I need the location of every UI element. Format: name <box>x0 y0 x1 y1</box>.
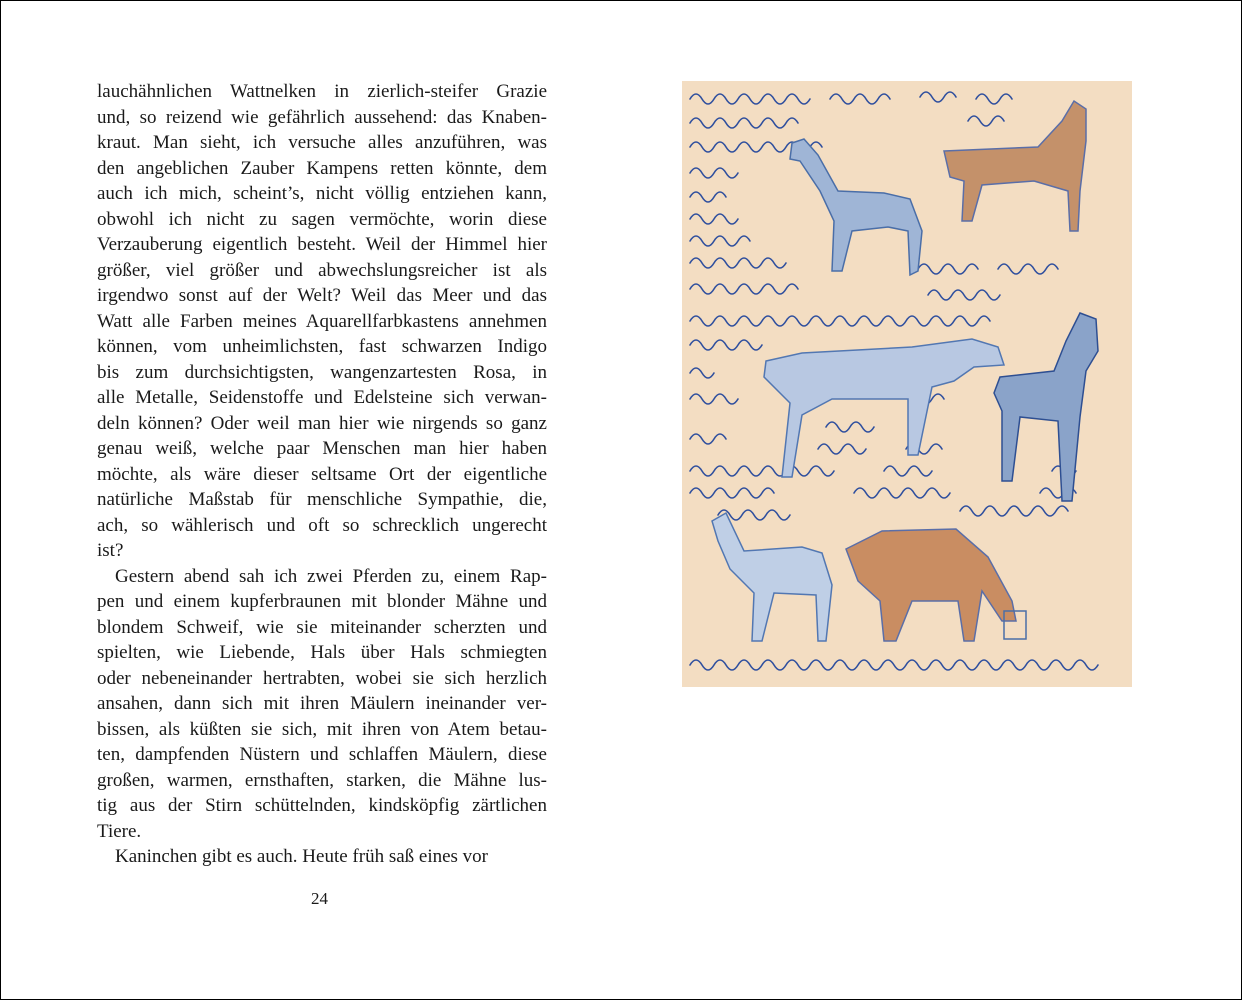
horse-sketch-letter-image <box>682 81 1132 687</box>
text-line: genau weiß, welche paar Menschen man hier haben <box>97 438 547 459</box>
text-line: irgendwo sonst auf der Welt? Weil das Meer und das <box>97 285 547 306</box>
text-line: Kaninchen gibt es auch. Heute früh saß eines vor <box>115 846 489 867</box>
text-line: ist? <box>97 540 124 561</box>
text-line: den angeblichen Zauber Kampens retten könnte, dem <box>97 157 547 179</box>
text-line: Gestern abend sah ich zwei Pferden zu, einem Rap- <box>115 565 547 587</box>
text-line: bis zum durchsichtigsten, wangenzartesten Rosa, in <box>97 361 547 383</box>
horse-sketch-brown-1 <box>944 101 1086 231</box>
horse-sketch-blue-3 <box>994 313 1098 501</box>
text-line: pen und einem kupferbraunen mit blonder Mähne und <box>97 591 547 612</box>
text-line: ach, so wählerisch und oft so schrecklich ungerecht <box>97 514 547 536</box>
text-line: alle Metalle, Seidenstoffe und Edelsteine sich verwan- <box>97 387 547 408</box>
text-line: natürliche Maßstab für menschliche Sympathie, die, <box>97 489 547 510</box>
text-line: kraut. Man sieht, ich versuche alles anzuführen, was <box>97 132 547 153</box>
text-line: und, so reizend wie gefährlich aussehend: das Knaben- <box>97 106 547 128</box>
text-line: spielten, wie Liebende, Hals über Hals schmiegten <box>97 642 547 663</box>
text-line: ansahen, dann sich mit ihren Mäulern ineinander ver- <box>97 693 547 714</box>
text-line: größer, viel größer und abwechslungsreicher ist als <box>97 259 547 281</box>
horse-sketch-brown-2 <box>846 529 1026 641</box>
page-number: 24 <box>311 889 328 908</box>
horse-sketch-blue-2 <box>764 339 1004 477</box>
text-line: Tiere. <box>97 820 142 842</box>
text-line: können, vom unheimlichsten, fast schwarzen Indigo <box>97 336 547 357</box>
text-line: oder nebeneinander hertrabten, wobei sie sich herzlich <box>97 667 547 689</box>
left-page-text <box>97 79 547 870</box>
text-line: möchte, als wäre dieser seltsame Ort der eigentliche <box>97 463 547 485</box>
text-line: bissen, als küßten sie sich, mit ihren von Atem betau- <box>97 718 547 740</box>
text-line: ten, dampfenden Nüstern und schlaffen Mäulern, diese <box>97 744 547 765</box>
text-line: lauchähnlichen Wattnelken in zierlich-steifer Grazie <box>97 81 547 102</box>
text-line: blondem Schweif, wie sie miteinander scherzten und <box>97 616 547 638</box>
text-line: obwohl ich nicht zu sagen vermöchte, worin diese <box>97 208 547 230</box>
text-line: großen, warmen, ernsthaften, starken, die Mähne lus- <box>97 769 547 791</box>
text-line: deln können? Oder weil man hier wie nirgends so ganz <box>97 412 547 434</box>
horse-sketch-foal <box>712 513 832 641</box>
text-line: tig aus der Stirn schüttelnden, kindsköpfig zärtlichen <box>97 795 547 816</box>
text-line: Watt alle Farben meines Aquarellfarbkastens annehmen <box>97 310 547 332</box>
text-line: auch ich mich, scheint’s, nicht völlig entziehen kann, <box>97 183 547 204</box>
horse-sketch-blue-1 <box>790 139 922 275</box>
text-line: Verzauberung eigentlich besteht. Weil der Himmel hier <box>97 234 547 255</box>
